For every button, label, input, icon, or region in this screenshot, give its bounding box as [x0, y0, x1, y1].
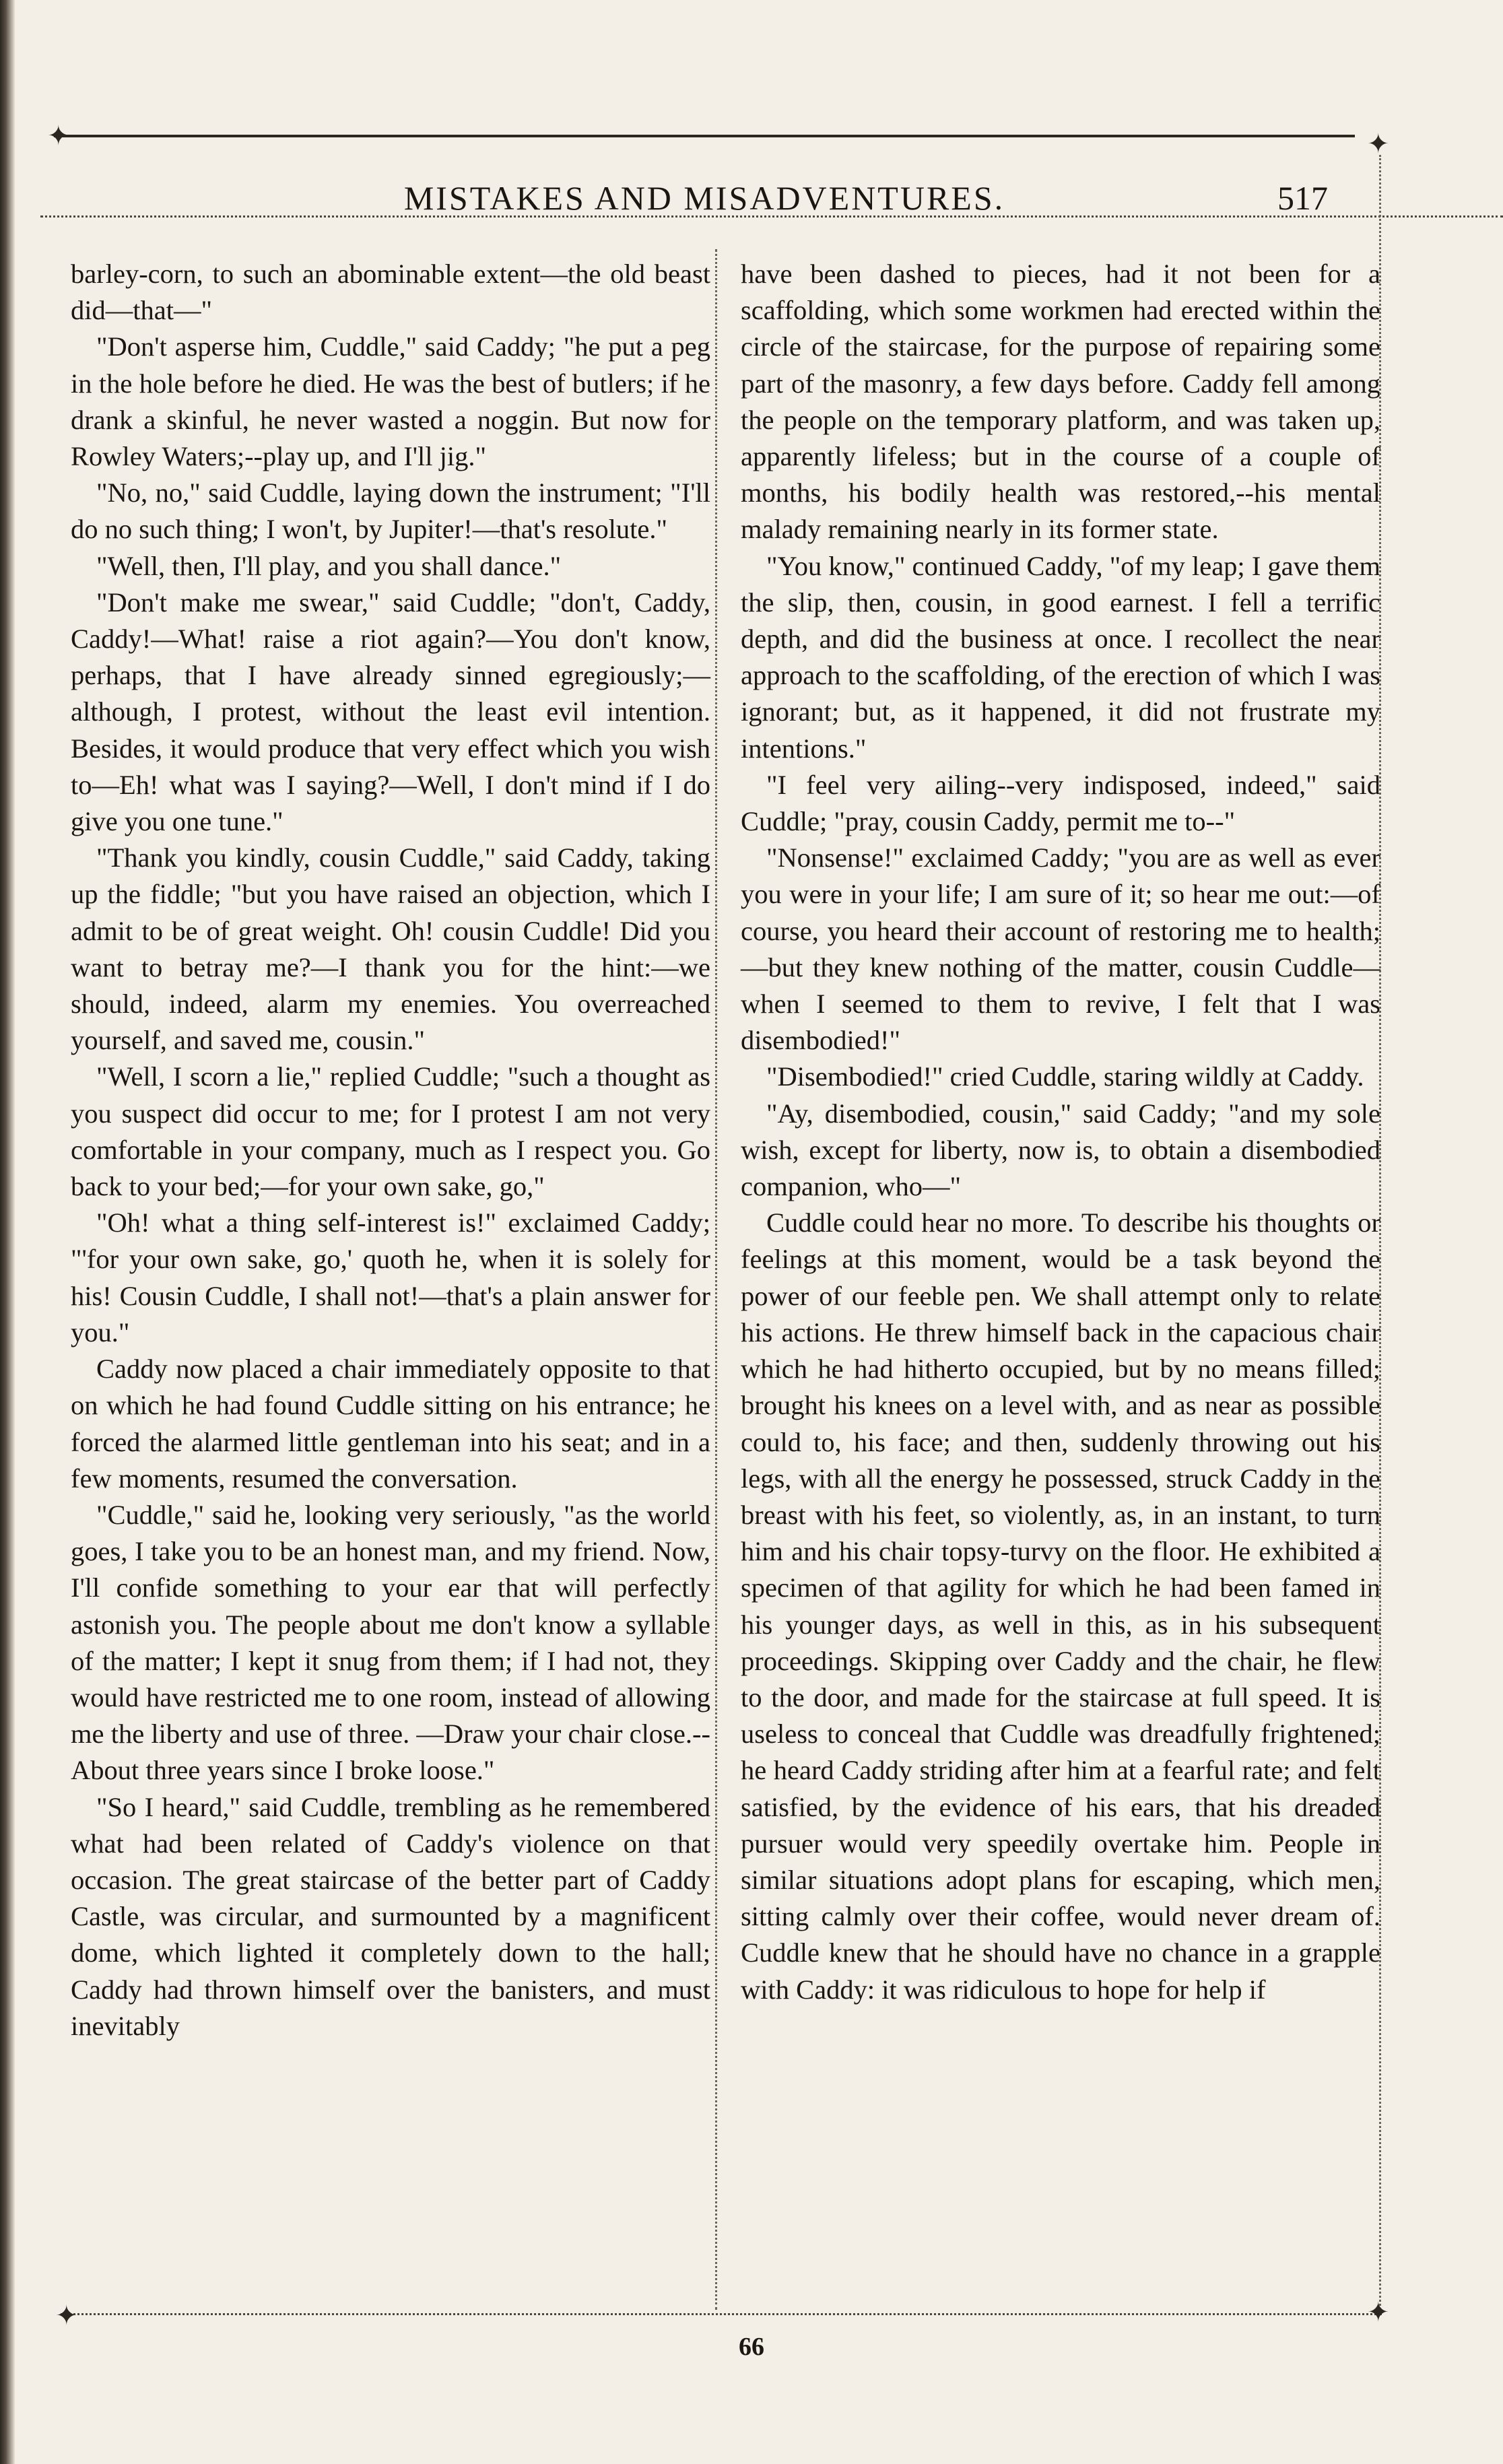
footer-rule	[61, 2313, 1382, 2315]
page-header	[54, 121, 1355, 217]
column-divider	[715, 249, 717, 2310]
paragraph: Caddy now placed a chair immediately opposite to that on which he had found Cuddle sitting on his entrance; he forced the alarmed little gentleman into his seat; and in a few moments, resumed the conversation.	[71, 1354, 710, 1494]
corner-ornament-icon: ✦	[55, 2300, 78, 2331]
page-number: 517	[1277, 179, 1328, 217]
paragraph: "Ay, disembodied, cousin," said Caddy; "and my sole wish, except for liberty, now is, to obtain a disembodied companion, who—"	[741, 1098, 1380, 1202]
paragraph: have been dashed to pieces, had it not been for a scaffolding, which some workmen had erected within the circle of the staircase, for the purpose of repairing some part of the masonry, a few days before. Caddy fell among the people on the temporary platform, and was taken up, apparently lifeless; but in the course of a couple of months, his bodily health was restored,--his mental malady remaining nearly in its former state.	[741, 259, 1380, 545]
paragraph: barley-corn, to such an abominable extent—the old beast did—that—"	[71, 259, 710, 326]
paragraph: "Well, I scorn a lie," replied Cuddle; "such a thought as you suspect did occur to me; for I protest I am not very comfortable in your company, much as I respect you. Go back to your bed;—for your own sake, go,"	[71, 1061, 710, 1202]
paragraph: "Nonsense!" exclaimed Caddy; "you are as well as ever you were in your life; I am sure of it; so hear me out:—of course, you heard their account of restoring me to health;—but they knew nothing of the matter, cousin Cuddle—when I seemed to them to revive, I felt that I was disembodied!"	[741, 842, 1380, 1056]
corner-ornament-icon: ✦	[1367, 129, 1390, 159]
header-divider	[40, 215, 1503, 218]
corner-ornament-icon: ✦	[47, 121, 70, 151]
paragraph: "I feel very ailing--very indisposed, indeed," said Cuddle; "pray, cousin Caddy, permit me to--"	[741, 769, 1380, 837]
paragraph: "Cuddle," said he, looking very seriously, "as the world goes, I take you to be an honest man, and my friend. Now, I'll confide something to your ear that will perfectly astonish you. The people about me don't know a syllable of the matter; I kept it snug from them; if I had not, they would have restricted me to one room, instead of allowing me the liberty and use of three. —Draw your chair close.--About three years since I broke loose."	[71, 1499, 710, 1786]
paragraph: "Don't make me swear," said Cuddle; "don't, Caddy, Caddy!—What! raise a riot again?—You don't know, perhaps, that I have already sinned egregiously;—although, I protest, without the least evil intention. Besides, it would produce that very effect which you wish to—Eh! what was I saying?—Well, I don't mind if I do give you one tune."	[71, 587, 710, 837]
paragraph: "So I heard," said Cuddle, trembling as he remembered what had been related of Caddy's violence on that occasion. The great staircase of the better part of Caddy Castle, was circular, and surmounted by a magnificent dome, which lighted it completely down to the hall; Caddy had thrown himself over the banisters, and must inevitably	[71, 1791, 710, 2041]
signature-mark: 66	[739, 2333, 764, 2361]
paragraph: "No, no," said Cuddle, laying down the instrument; "I'll do no such thing; I won't, by Jupiter!—that's resolute."	[71, 477, 710, 545]
right-column	[741, 256, 1380, 2008]
paragraph: "Oh! what a thing self-interest is!" exclaimed Caddy; "'for your own sake, go,' quoth he, when it is solely for his! Cousin Cuddle, I shall not!—that's a plain answer for you."	[71, 1207, 710, 1347]
running-title: MISTAKES AND MISADVENTURES.	[403, 179, 1005, 217]
paragraph: "Thank you kindly, cousin Cuddle," said Caddy, taking up the fiddle; "but you have raised an objection, which I admit to be of great weight. Oh! cousin Cuddle! Did you want to betray me?—I thank you for the hint:—we should, indeed, alarm my enemies. You overreached yourself, and saved me, cousin."	[71, 842, 710, 1056]
page-binding-edge	[0, 0, 15, 2464]
corner-ornament-icon: ✦	[1367, 2297, 1390, 2327]
header-rule	[54, 135, 1355, 141]
paragraph: "Don't asperse him, Cuddle," said Caddy; "he put a peg in the hole before he died. He was the best of butlers; if he drank a skinful, he never wasted a noggin. But now for Rowley Waters;--play up, and I'll jig."	[71, 331, 710, 472]
right-margin-rule	[1379, 155, 1381, 2310]
paragraph: "You know," continued Caddy, "of my leap; I gave them the slip, then, cousin, in good earnest. I fell a terrific depth, and did the business at once. I recollect the near approach to the scaffolding, of the erection of which I was ignorant; but, as it happened, it did not frustrate my intentions."	[741, 550, 1380, 764]
paragraph: "Well, then, I'll play, and you shall dance."	[96, 550, 562, 581]
left-column	[71, 256, 710, 2044]
paragraph: Cuddle could hear no more. To describe his thoughts or feelings at this moment, would be a task beyond the power of our feeble pen. We shall attempt only to relate his actions. He threw himself back in the capacious chair which he had hitherto occupied, but by no means filled; brought his knees on a level with, and as near as possible could to, his face; and then, suddenly throwing out his legs, with all the energy he possessed, struck Caddy in the breast with his feet, so violently, as, in an instant, to turn him and his chair topsy-turvy on the floor. He exhibited a specimen of that agility for which he had been famed in his younger days, as well in this, as in his subsequent proceedings. Skipping over Caddy and the chair, he flew to the door, and made for the staircase at full speed. It is useless to conceal that Cuddle was dreadfully frightened; he heard Caddy striding after him at a fearful rate; and felt satisfied, by the evidence of his ears, that his dreaded pursuer would very speedily overtake him. People in similar situations adopt plans for escaping, which men, sitting calmly over their coffee, would never dream of. Cuddle knew that he should have no chance in a grapple with Caddy: it was ridiculous to hope for help if	[741, 1207, 1380, 2005]
paragraph: "Disembodied!" cried Cuddle, staring wildly at Caddy.	[766, 1061, 1364, 1092]
